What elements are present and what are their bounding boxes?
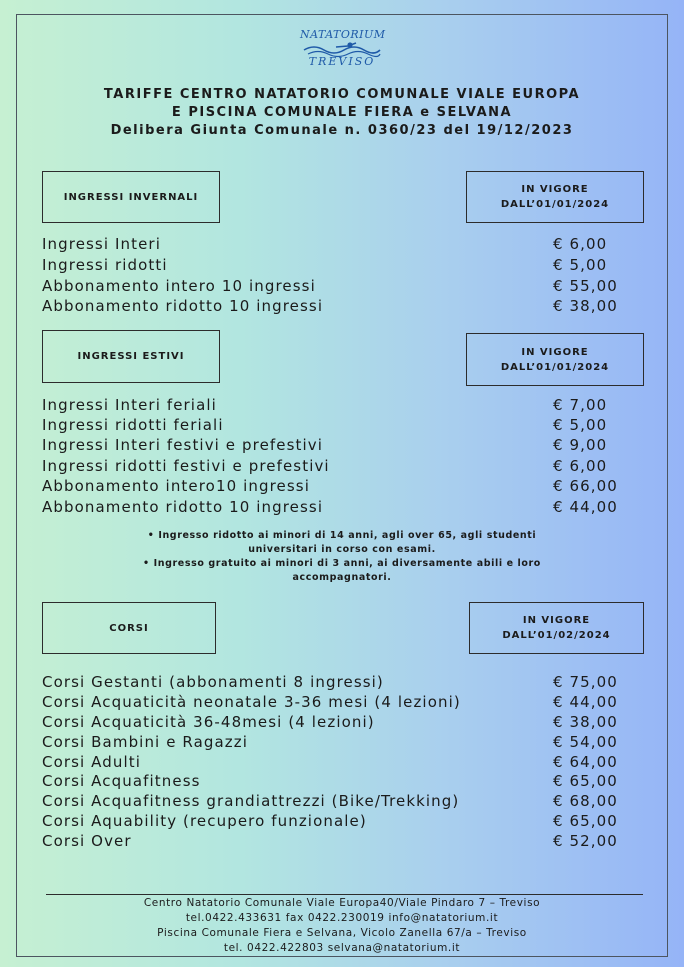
section-title: INGRESSI INVERNALI <box>63 191 199 203</box>
validity-line1: IN VIGORE <box>521 184 589 195</box>
price-row <box>42 477 622 497</box>
price-label: Corsi Bambini e Ragazzi <box>42 733 249 751</box>
logo-text-bottom: TREVISO <box>308 55 376 68</box>
price-value: € 64,00 <box>553 753 618 771</box>
validity-line2: DALL’01/01/2024 <box>500 199 610 210</box>
note-line: • Ingresso ridotto ai minori di 14 anni, agli over 65, agli studenti <box>147 530 537 541</box>
note-line: • Ingresso gratuito ai minori di 3 anni, ai diversamente abili e loro <box>143 558 541 569</box>
validity-box-estivi <box>466 333 644 386</box>
price-value: € 44,00 <box>553 498 618 516</box>
price-value: € 5,00 <box>553 256 608 274</box>
price-value: € 65,00 <box>553 772 618 790</box>
price-label: Ingressi ridotti feriali <box>42 416 224 434</box>
section-label-corsi <box>42 602 216 654</box>
price-value: € 52,00 <box>553 832 618 850</box>
price-label: Ingressi Interi festivi e prefestivi <box>42 436 324 454</box>
price-value: € 54,00 <box>553 733 618 751</box>
price-value: € 65,00 <box>553 812 618 830</box>
price-row <box>42 772 622 792</box>
price-row <box>42 297 622 317</box>
section-title: INGRESSI ESTIVI <box>77 351 185 362</box>
note-line: accompagnatori. <box>292 572 392 583</box>
price-value: € 75,00 <box>553 673 618 691</box>
price-label: Corsi Over <box>42 832 132 850</box>
page-title-line3: Delibera Giunta Comunale n. 0360/23 del 19/12/2023 <box>110 123 574 138</box>
price-row <box>42 713 622 733</box>
price-value: € 5,00 <box>553 416 608 434</box>
price-label: Abbonamento ridotto 10 ingressi <box>42 498 324 516</box>
price-label: Corsi Acquaticità neonatale 3-36 mesi (4 lezioni) <box>42 693 461 711</box>
price-label: Corsi Aquability (recupero funzionale) <box>42 812 367 830</box>
note-line: universitari in corso con esami. <box>248 544 436 555</box>
price-row <box>42 832 622 852</box>
price-row <box>42 256 622 276</box>
price-label: Ingressi Interi feriali <box>42 396 217 414</box>
swimmer-icon <box>300 40 384 58</box>
price-label: Corsi Gestanti (abbonamenti 8 ingressi) <box>42 673 384 691</box>
price-row <box>42 792 622 812</box>
price-label: Corsi Acquafitness <box>42 772 201 790</box>
price-row <box>42 753 622 773</box>
footer-address-2: Piscina Comunale Fiera e Selvana, Vicolo Zanella 67/a – Treviso <box>157 927 527 939</box>
section-label-invernali <box>42 171 220 223</box>
page-title-line1: TARIFFE CENTRO NATATORIO COMUNALE VIALE EUROPA <box>103 87 581 102</box>
price-row <box>42 457 622 477</box>
price-row <box>42 235 622 255</box>
validity-box-invernali <box>466 171 644 223</box>
validity-box-corsi <box>469 602 644 654</box>
price-label: Abbonamento ridotto 10 ingressi <box>42 297 324 315</box>
price-value: € 6,00 <box>553 235 608 253</box>
price-row <box>42 436 622 456</box>
price-label: Ingressi Interi <box>42 235 161 253</box>
price-value: € 55,00 <box>553 277 618 295</box>
natatorium-logo <box>300 28 384 76</box>
price-row <box>42 498 622 518</box>
price-row <box>42 277 622 297</box>
price-value: € 7,00 <box>553 396 608 414</box>
validity-line2: DALL’01/02/2024 <box>502 630 611 641</box>
price-label: Ingressi ridotti <box>42 256 168 274</box>
footer-divider <box>46 894 643 895</box>
logo-text-top: NATATORIUM <box>300 28 386 41</box>
page-title-line2: E PISCINA COMUNALE FIERA e SELVANA <box>171 105 513 120</box>
validity-line1: IN VIGORE <box>522 615 591 626</box>
price-label: Abbonamento intero 10 ingressi <box>42 277 316 295</box>
price-label: Corsi Acquaticità 36-48mesi (4 lezioni) <box>42 713 375 731</box>
price-label: Corsi Acquafitness grandiattrezzi (Bike/Trekking) <box>42 792 460 810</box>
price-label: Abbonamento intero10 ingressi <box>42 477 310 495</box>
validity-line1: IN VIGORE <box>521 346 589 358</box>
price-value: € 38,00 <box>553 297 618 315</box>
price-value: € 6,00 <box>553 457 608 475</box>
price-value: € 9,00 <box>553 436 608 454</box>
price-value: € 68,00 <box>553 792 618 810</box>
price-label: Ingressi ridotti festivi e prefestivi <box>42 457 330 475</box>
section-title: CORSI <box>109 622 149 634</box>
price-value: € 38,00 <box>553 713 618 731</box>
price-value: € 44,00 <box>553 693 618 711</box>
price-row <box>42 812 622 832</box>
discount-notes <box>110 529 574 585</box>
price-value: € 66,00 <box>553 477 618 495</box>
footer-address-1: Centro Natatorio Comunale Viale Europa40/Viale Pindaro 7 – Treviso <box>143 897 541 909</box>
footer-contacts-1: tel.0422.433631 fax 0422.230019 info@natatorium.it <box>185 912 499 924</box>
price-row <box>42 693 622 713</box>
price-row <box>42 416 622 436</box>
section-label-estivi <box>42 330 220 383</box>
price-row <box>42 673 622 693</box>
price-row <box>42 733 622 753</box>
validity-line2: DALL’01/01/2024 <box>500 361 610 373</box>
price-row <box>42 396 622 416</box>
price-label: Corsi Adulti <box>42 753 142 771</box>
footer-contacts-2: tel. 0422.422803 selvana@natatorium.it <box>223 942 461 954</box>
